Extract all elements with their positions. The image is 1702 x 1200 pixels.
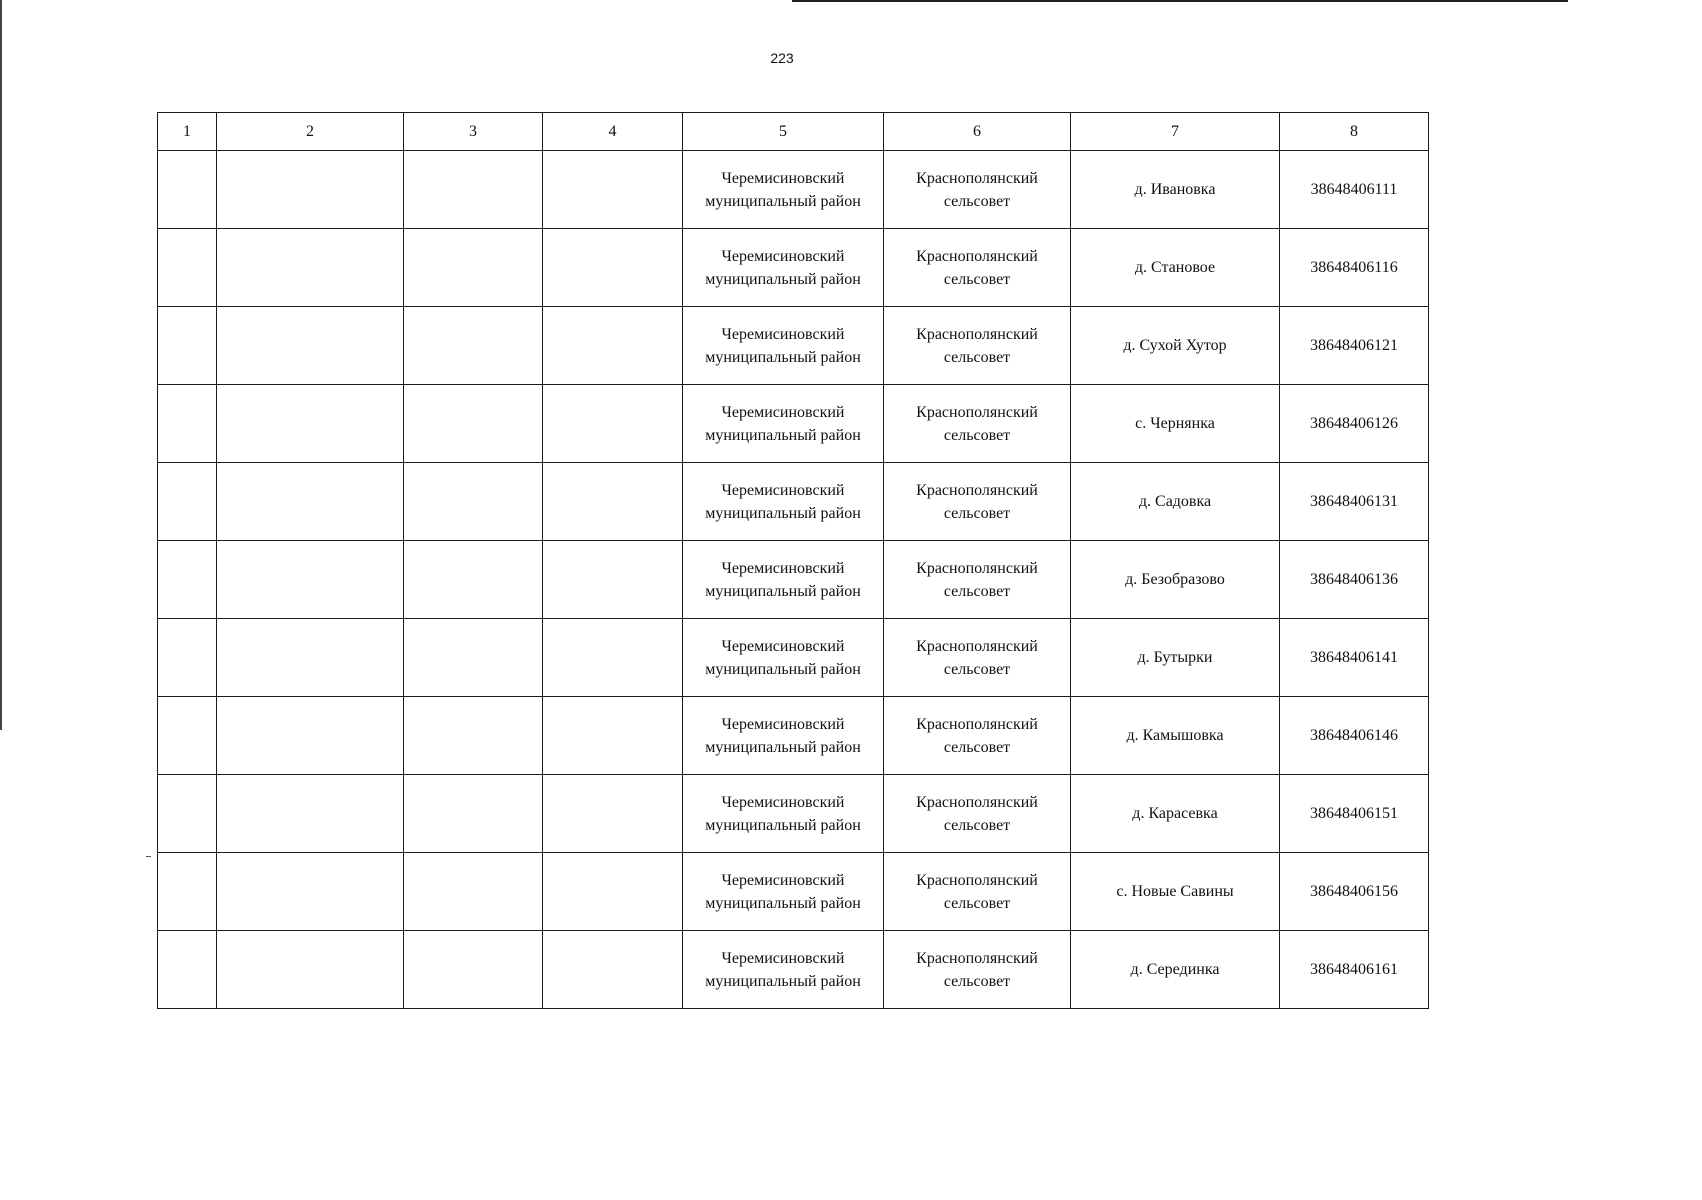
cell-col-4 (543, 385, 683, 463)
cell-col-3 (404, 307, 543, 385)
cell-code: 38648406146 (1280, 697, 1429, 775)
cell-col-4 (543, 307, 683, 385)
cell-council: Краснополянский сельсовет (884, 307, 1071, 385)
cell-col-4 (543, 463, 683, 541)
cell-col-2 (217, 151, 404, 229)
cell-col-4 (543, 619, 683, 697)
cell-district: Черемисиновский муниципальный район (683, 229, 884, 307)
cell-settlement: д. Ивановка (1071, 151, 1280, 229)
cell-district: Черемисиновский муниципальный район (683, 619, 884, 697)
cell-col-3 (404, 853, 543, 931)
cell-district: Черемисиновский муниципальный район (683, 463, 884, 541)
cell-col-3 (404, 775, 543, 853)
cell-council: Краснополянский сельсовет (884, 151, 1071, 229)
cell-settlement: д. Сухой Хутор (1071, 307, 1280, 385)
cell-settlement: д. Бутырки (1071, 619, 1280, 697)
cell-council: Краснополянский сельсовет (884, 775, 1071, 853)
cell-code: 38648406141 (1280, 619, 1429, 697)
cell-col-1 (158, 307, 217, 385)
header-row (158, 113, 1429, 151)
cell-settlement: д. Камышовка (1071, 697, 1280, 775)
cell-council: Краснополянский сельсовет (884, 619, 1071, 697)
table-row (158, 931, 1429, 1009)
table-row (158, 853, 1429, 931)
cell-district: Черемисиновский муниципальный район (683, 775, 884, 853)
cell-col-4 (543, 775, 683, 853)
page-number: 223 (770, 50, 794, 66)
cell-col-1 (158, 619, 217, 697)
cell-col-1 (158, 151, 217, 229)
cell-col-3 (404, 619, 543, 697)
cell-col-4 (543, 931, 683, 1009)
cell-district: Черемисиновский муниципальный район (683, 541, 884, 619)
cell-settlement: с. Новые Савины (1071, 853, 1280, 931)
cell-settlement: д. Серединка (1071, 931, 1280, 1009)
table-row (158, 229, 1429, 307)
cell-council: Краснополянский сельсовет (884, 931, 1071, 1009)
cell-col-3 (404, 151, 543, 229)
cell-settlement: с. Чернянка (1071, 385, 1280, 463)
cell-col-1 (158, 229, 217, 307)
cell-col-2 (217, 775, 404, 853)
cell-col-2 (217, 853, 404, 931)
cell-col-2 (217, 229, 404, 307)
table-row (158, 541, 1429, 619)
cell-col-1 (158, 463, 217, 541)
column-header: 4 (543, 113, 683, 151)
cell-code: 38648406116 (1280, 229, 1429, 307)
cell-district: Черемисиновский муниципальный район (683, 931, 884, 1009)
cell-col-4 (543, 151, 683, 229)
cell-col-4 (543, 541, 683, 619)
scan-mark (146, 856, 151, 857)
table-row (158, 151, 1429, 229)
cell-code: 38648406161 (1280, 931, 1429, 1009)
column-header: 7 (1071, 113, 1280, 151)
cell-district: Черемисиновский муниципальный район (683, 385, 884, 463)
cell-col-2 (217, 619, 404, 697)
cell-col-1 (158, 385, 217, 463)
cell-col-3 (404, 697, 543, 775)
cell-settlement: д. Садовка (1071, 463, 1280, 541)
cell-col-1 (158, 697, 217, 775)
cell-settlement: д. Безобразово (1071, 541, 1280, 619)
cell-district: Черемисиновский муниципальный район (683, 307, 884, 385)
cell-district: Черемисиновский муниципальный район (683, 697, 884, 775)
registry-table (157, 112, 1429, 1009)
table-row (158, 619, 1429, 697)
cell-col-1 (158, 853, 217, 931)
scan-edge-top (792, 0, 1568, 2)
cell-col-2 (217, 385, 404, 463)
cell-district: Черемисиновский муниципальный район (683, 853, 884, 931)
column-header: 2 (217, 113, 404, 151)
cell-col-2 (217, 931, 404, 1009)
cell-col-3 (404, 385, 543, 463)
column-header: 6 (884, 113, 1071, 151)
cell-code: 38648406151 (1280, 775, 1429, 853)
cell-district: Черемисиновский муниципальный район (683, 151, 884, 229)
cell-col-3 (404, 463, 543, 541)
cell-col-4 (543, 853, 683, 931)
cell-col-3 (404, 229, 543, 307)
column-header: 1 (158, 113, 217, 151)
cell-col-2 (217, 307, 404, 385)
cell-council: Краснополянский сельсовет (884, 853, 1071, 931)
table-body (158, 151, 1429, 1009)
cell-council: Краснополянский сельсовет (884, 385, 1071, 463)
cell-col-2 (217, 697, 404, 775)
cell-code: 38648406156 (1280, 853, 1429, 931)
cell-council: Краснополянский сельсовет (884, 229, 1071, 307)
scan-edge-left (0, 0, 2, 730)
cell-code: 38648406126 (1280, 385, 1429, 463)
table-row (158, 775, 1429, 853)
cell-code: 38648406136 (1280, 541, 1429, 619)
cell-col-1 (158, 931, 217, 1009)
cell-col-4 (543, 697, 683, 775)
cell-col-4 (543, 229, 683, 307)
column-header: 3 (404, 113, 543, 151)
cell-col-2 (217, 463, 404, 541)
cell-council: Краснополянский сельсовет (884, 463, 1071, 541)
table-row (158, 463, 1429, 541)
cell-col-2 (217, 541, 404, 619)
cell-col-1 (158, 775, 217, 853)
cell-code: 38648406131 (1280, 463, 1429, 541)
table-row (158, 307, 1429, 385)
cell-col-3 (404, 931, 543, 1009)
cell-col-1 (158, 541, 217, 619)
column-header: 8 (1280, 113, 1429, 151)
cell-council: Краснополянский сельсовет (884, 541, 1071, 619)
cell-col-3 (404, 541, 543, 619)
table-row (158, 697, 1429, 775)
cell-settlement: д. Карасевка (1071, 775, 1280, 853)
table-row (158, 385, 1429, 463)
cell-council: Краснополянский сельсовет (884, 697, 1071, 775)
cell-code: 38648406111 (1280, 151, 1429, 229)
cell-settlement: д. Становое (1071, 229, 1280, 307)
cell-code: 38648406121 (1280, 307, 1429, 385)
column-header: 5 (683, 113, 884, 151)
